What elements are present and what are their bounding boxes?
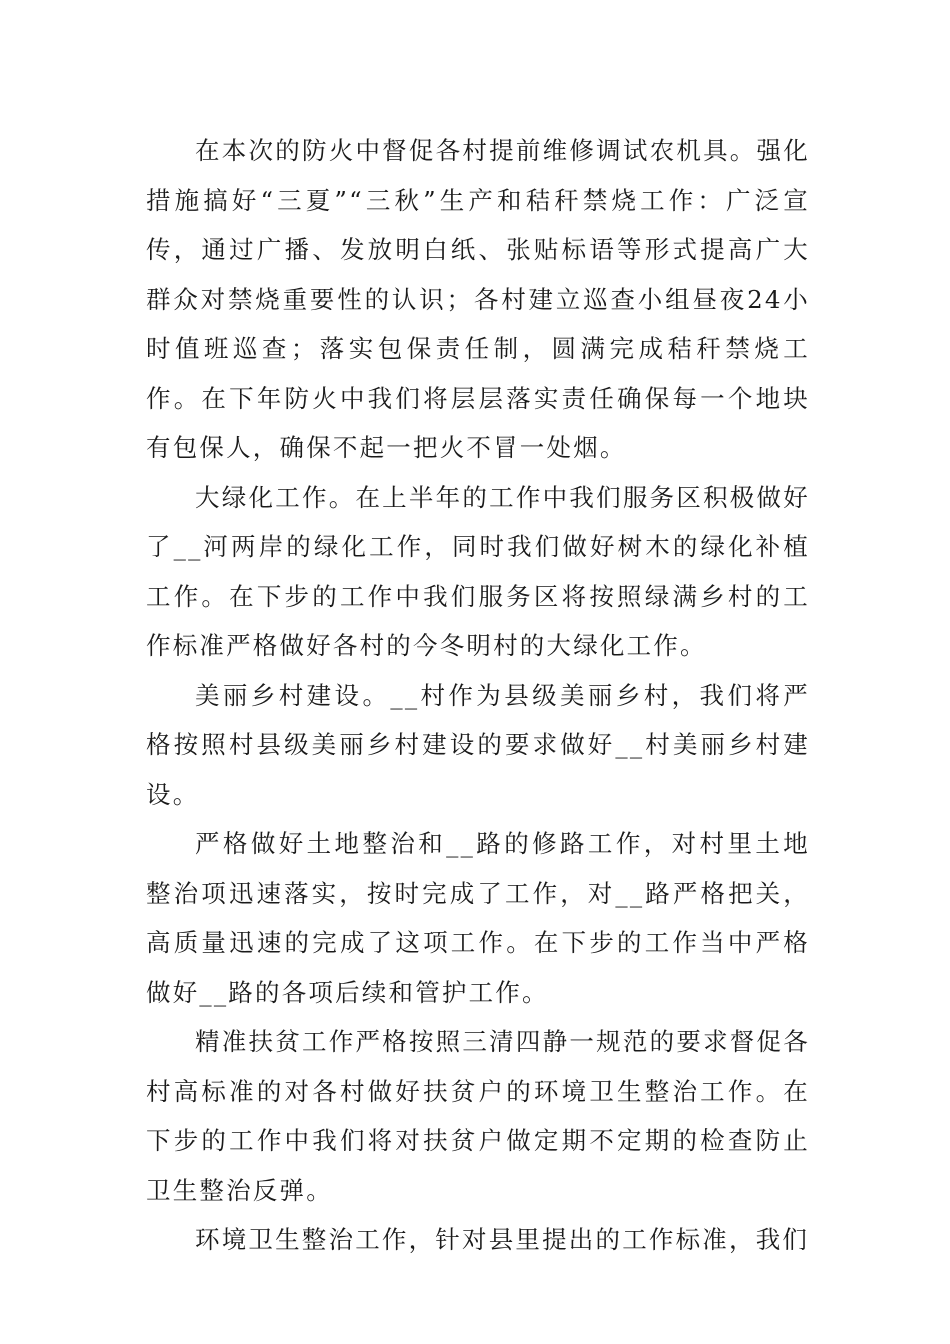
paragraph-fire-prevention: 在本次的防火中督促各村提前维修调试农机具。强化措施搞好“三夏”“三秋”生产和秸秆禁烧工作：广泛宣传，通过广播、发放明白纸、张贴标语等形式提高广大群众对禁烧重要性的认识；各村建立巡查小组昼夜24小时值班巡查；落实包保责任制，圆满完成秸秆禁烧工作。在下年防火中我们将层层落实责任确保每一个地块有包保人，确保不起一把火不冒一处烟。 [146, 136, 810, 462]
paragraph-greening: 大绿化工作。在上半年的工作中我们服务区积极做好了__河两岸的绿化工作，同时我们做好树木的绿化补植工作。在下步的工作中我们服务区将按照绿满乡村的工作标准严格做好各村的今冬明村的大绿化工作。 [146, 482, 810, 660]
paragraph-sanitation: 环境卫生整治工作，针对县里提出的工作标准，我们 [195, 1225, 810, 1254]
paragraph-land-road: 严格做好土地整治和__路的修路工作，对村里土地整治项迅速落实，按时完成了工作，对__路严格把关，高质量迅速的完成了这项工作。在下步的工作当中严格做好__路的各项后续和管护工作。 [146, 829, 810, 1007]
paragraph-beautiful-village: 美丽乡村建设。__村作为县级美丽乡村，我们将严格按照村县级美丽乡村建设的要求做好__村美丽乡村建设。 [146, 680, 810, 809]
paragraph-poverty-alleviation: 精准扶贫工作严格按照三清四静一规范的要求督促各村高标准的对各村做好扶贫户的环境卫生整治工作。在下步的工作中我们将对扶贫户做定期不定期的检查防止卫生整治反弹。 [146, 1027, 810, 1205]
document-page [146, 126, 810, 1265]
